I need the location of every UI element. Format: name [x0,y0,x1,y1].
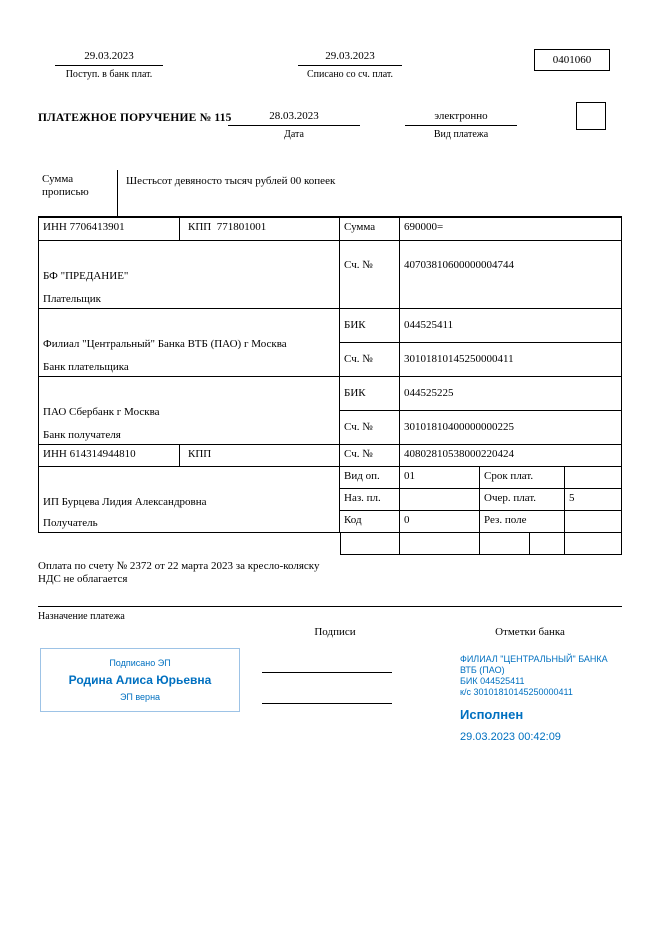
bank-stamp [460,654,630,744]
received-date-label: Поступ. в банк плат. [65,69,153,80]
bank-stamp-line-2: ВТБ (ПАО) [460,665,505,675]
ocher-plat-value-cell: 5 [565,489,622,511]
beneficiary-bank-acc-label-cell: Сч. № [340,411,400,445]
beneficiary-acc-label-cell: Сч. № [340,445,400,467]
debited-date-value: 29.03.2023 [298,50,402,66]
payment-kind-value: электронно [405,110,517,126]
ocher-plat-label-cell: Очер. плат. [480,489,565,511]
srok-plat-label-cell: Срок плат. [480,467,565,489]
payer-cell [38,241,340,309]
beneficiary-inn-cell: ИНН 614314944810 [38,445,180,467]
esign-stamp-top: Подписано ЭП [109,658,171,668]
esign-stamp-bottom: ЭП верна [119,692,161,702]
beneficiary-bank-acc-cell: 30101810400000000225 [400,411,622,445]
srok-plat-value-cell [565,467,622,489]
received-date-block [55,50,163,81]
budget-field-cell-2 [400,533,480,555]
rez-pole-label-cell: Рез. поле [480,511,565,533]
received-date-value: 29.03.2023 [55,50,163,66]
esign-stamp-name: Родина Алиса Юрьевна [68,673,212,687]
payment-type-box [576,102,606,130]
purpose-line-1: Оплата по счету № 2372 от 22 марта 2023 за кресло-коляску [38,560,320,572]
bank-stamp-line-3: БИК 044525411 [460,676,525,686]
bank-stamp-datetime: 29.03.2023 00:42:09 [460,731,561,743]
debited-date-label: Списано со сч. плат. [306,69,394,80]
purpose-label: Назначение платежа [38,611,125,622]
vid-op-label-cell: Вид оп. [340,467,400,489]
beneficiary-bank-bik-cell: 044525225 [400,377,622,411]
payer-kpp-cell: КПП 771801001 [180,217,340,241]
bank-stamp-line-4: к/с 30101810145250000411 [460,687,573,697]
purpose-text-block [38,560,622,586]
purpose-line-2: НДС не облагается [38,573,128,585]
form-code: 0401060 [552,53,592,66]
budget-field-cell-5 [565,533,622,555]
bank-marks-header: Отметки банка [495,626,565,638]
document-date-label: Дата [284,129,304,140]
esign-stamp [40,648,240,712]
amount-words-label-line1: Сумма [42,173,74,185]
payment-kind-block [405,110,517,141]
beneficiary-name: ИП Бурцева Лидия Александровна [43,496,207,508]
signature-line-1 [262,672,392,673]
budget-field-cell-3 [480,533,530,555]
payer-name: БФ "ПРЕДАНИЕ" [43,270,129,282]
payer-account-label-cell: Сч. № [340,241,400,309]
payer-bank-cell [38,309,340,377]
bank-stamp-status: Исполнен [460,707,524,722]
payer-section-label: Плательщик [43,293,101,305]
beneficiary-kpp-cell: КПП [180,445,340,467]
payer-bank-acc-label-cell: Сч. № [340,343,400,377]
payer-bank-bik-cell: 044525411 [400,309,622,343]
beneficiary-bank-cell [38,377,340,445]
beneficiary-bank-section-label: Банк получателя [43,429,121,441]
sum-label-cell: Сумма [340,217,400,241]
payer-inn-cell: ИНН 7706413901 [38,217,180,241]
document-date-block [228,110,360,141]
beneficiary-bank-bik-label-cell: БИК [340,377,400,411]
signature-line-2 [262,703,392,704]
vid-op-value-cell: 01 [400,467,480,489]
beneficiary-section-label: Получатель [43,517,98,529]
payer-bank-section-label: Банк плательщика [43,361,129,373]
sum-value-cell: 690000= [400,217,622,241]
kod-label-cell: Код [340,511,400,533]
form-code-box [534,49,610,71]
budget-field-cell-1 [340,533,400,555]
purpose-underline [38,606,622,607]
signatures-header: Подписи [314,626,356,638]
bank-stamp-line-1: ФИЛИАЛ "ЦЕНТРАЛЬНЫЙ" БАНКА [460,654,608,664]
kod-value-cell: 0 [400,511,480,533]
payer-bank-name: Филиал "Центральный" Банка ВТБ (ПАО) г Москва [43,338,287,350]
naz-pl-label-cell: Наз. пл. [340,489,400,511]
debited-date-block [298,50,402,81]
budget-field-cell-4 [530,533,565,555]
amount-words-section [38,170,622,217]
naz-pl-value-cell [400,489,480,511]
document-date-value: 28.03.2023 [228,110,360,126]
amount-words-label [38,170,118,216]
payment-table [38,217,622,555]
beneficiary-acc-cell: 40802810538000220424 [400,445,622,467]
amount-words-value: Шестьсот девяносто тысяч рублей 00 копеек [126,175,336,187]
payer-bank-bik-label-cell: БИК [340,309,400,343]
beneficiary-bank-name: ПАО Сбербанк г Москва [43,406,160,418]
payer-account-cell: 40703810600000004744 [400,241,622,309]
amount-words-label-line2: прописью [42,186,89,198]
payer-bank-acc-cell: 30101810145250000411 [400,343,622,377]
payment-kind-label: Вид платежа [433,129,489,140]
document-title: ПЛАТЕЖНОЕ ПОРУЧЕНИЕ № 115 [38,112,232,124]
beneficiary-cell [38,467,340,533]
rez-pole-value-cell [565,511,622,533]
